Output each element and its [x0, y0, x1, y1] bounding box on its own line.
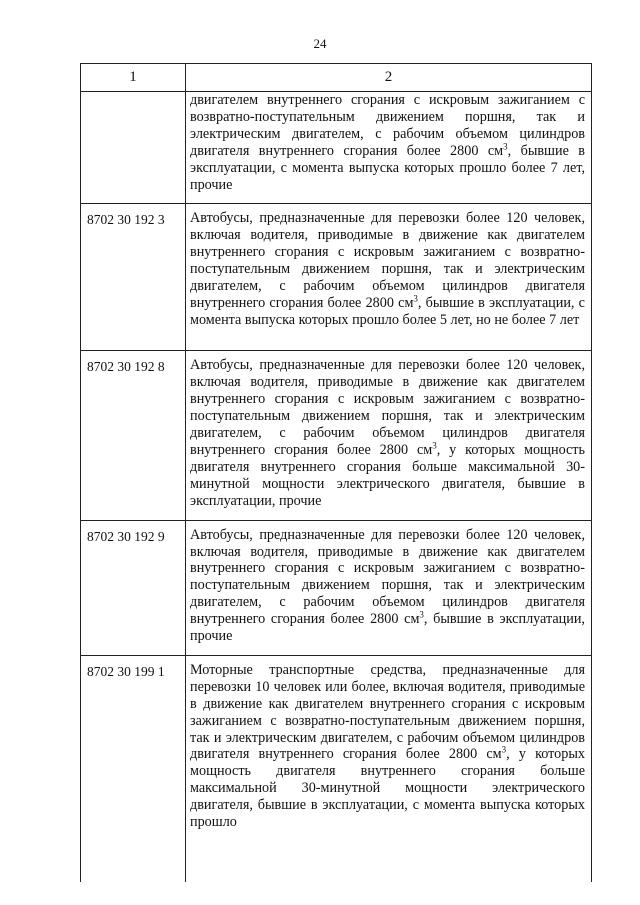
superscript: 3	[432, 440, 437, 451]
superscript: 3	[419, 609, 424, 620]
row-description	[186, 92, 592, 204]
row-description	[186, 204, 592, 351]
row-code: 8702 30 192 8	[81, 351, 186, 520]
column-header-code: 1	[81, 64, 186, 92]
row-code: 8702 30 192 3	[81, 204, 186, 351]
description-text-cont: , бывшие в эксплуатации, с момента выпуска которых прошло более 5 лет, но не более 7 лет	[190, 294, 585, 328]
page-number: 24	[313, 36, 327, 51]
superscript: 3	[413, 293, 418, 304]
table-header-row	[81, 64, 592, 92]
description-text: двигателем внутреннего сгорания с искровым зажиганием с возвратно-поступательным движением поршня, так и электрическим двигателем, с рабочим объемом цилиндров двигателя внутреннего сгорания более 2800 см	[190, 92, 585, 159]
description-text: Автобусы, предназначенные для перевозки более 120 человек, включая водителя, приводимые в движение как двигателем внутреннего сгорания с искровым зажиганием с возвратно-поступательным движением поршня, так и электрическим двигателем, с рабочим объемом цилиндров двигателя внутреннего сгорания более 2800 см	[190, 526, 585, 628]
tariff-code-table	[80, 63, 592, 882]
description-text-cont: , у которых мощность двигателя внутреннего сгорания больше максимальной 30-минутной мощности электрического двигателя, бывшие в эксплуатации, прочие	[190, 441, 585, 509]
description-text-cont: , у которых мощность двигателя внутреннего сгорания больше максимальной 30-минутной мощности электрического двигателя, бывшие в эксплуатации, с момента выпуска которых прошло	[190, 746, 585, 831]
table-row	[81, 92, 592, 204]
row-description	[186, 351, 592, 520]
row-code	[81, 92, 186, 204]
description-text-cont: , бывшие в эксплуатации, с момента выпуска которых прошло более 7 лет, прочие	[190, 142, 585, 193]
row-code: 8702 30 192 9	[81, 520, 186, 655]
superscript: 3	[503, 140, 508, 151]
table-row	[81, 520, 592, 655]
description-text: Автобусы, предназначенные для перевозки более 120 человек, включая водителя, приводимые в движение как двигателем внутреннего сгорания с искровым зажиганием с возвратно-поступательным движением поршня, так и электрическим двигателем, с рабочим объемом цилиндров двигателя внутреннего сгорания более 2800 см	[190, 210, 585, 311]
table-row	[81, 351, 592, 520]
row-code: 8702 30 199 1	[81, 655, 186, 882]
table-row	[81, 655, 592, 882]
table-row	[81, 204, 592, 351]
description-text: Автобусы, предназначенные для перевозки более 120 человек, включая водителя, приводимые в движение как двигателем внутреннего сгорания с искровым зажиганием с возвратно-поступательным движением поршня, так и электрическим двигателем, с рабочим объемом цилиндров двигателя внутреннего сгорания более 2800 см	[190, 357, 585, 458]
row-description	[186, 655, 592, 882]
description-text: Моторные транспортные средства, предназначенные для перевозки 10 человек или более, включая водителя, приводимые в движение как двигателем внутреннего сгорания с искровым зажиганием с возвратно-поступательным движением поршня, так и электрическим двигателем, с рабочим объемом цилиндров двигателя внутреннего сгорания более 2800 см	[190, 661, 585, 763]
description-text-cont: , бывшие в эксплуатации, прочие	[190, 611, 585, 645]
row-description	[186, 520, 592, 655]
superscript: 3	[501, 744, 507, 755]
column-header-description: 2	[186, 64, 592, 92]
